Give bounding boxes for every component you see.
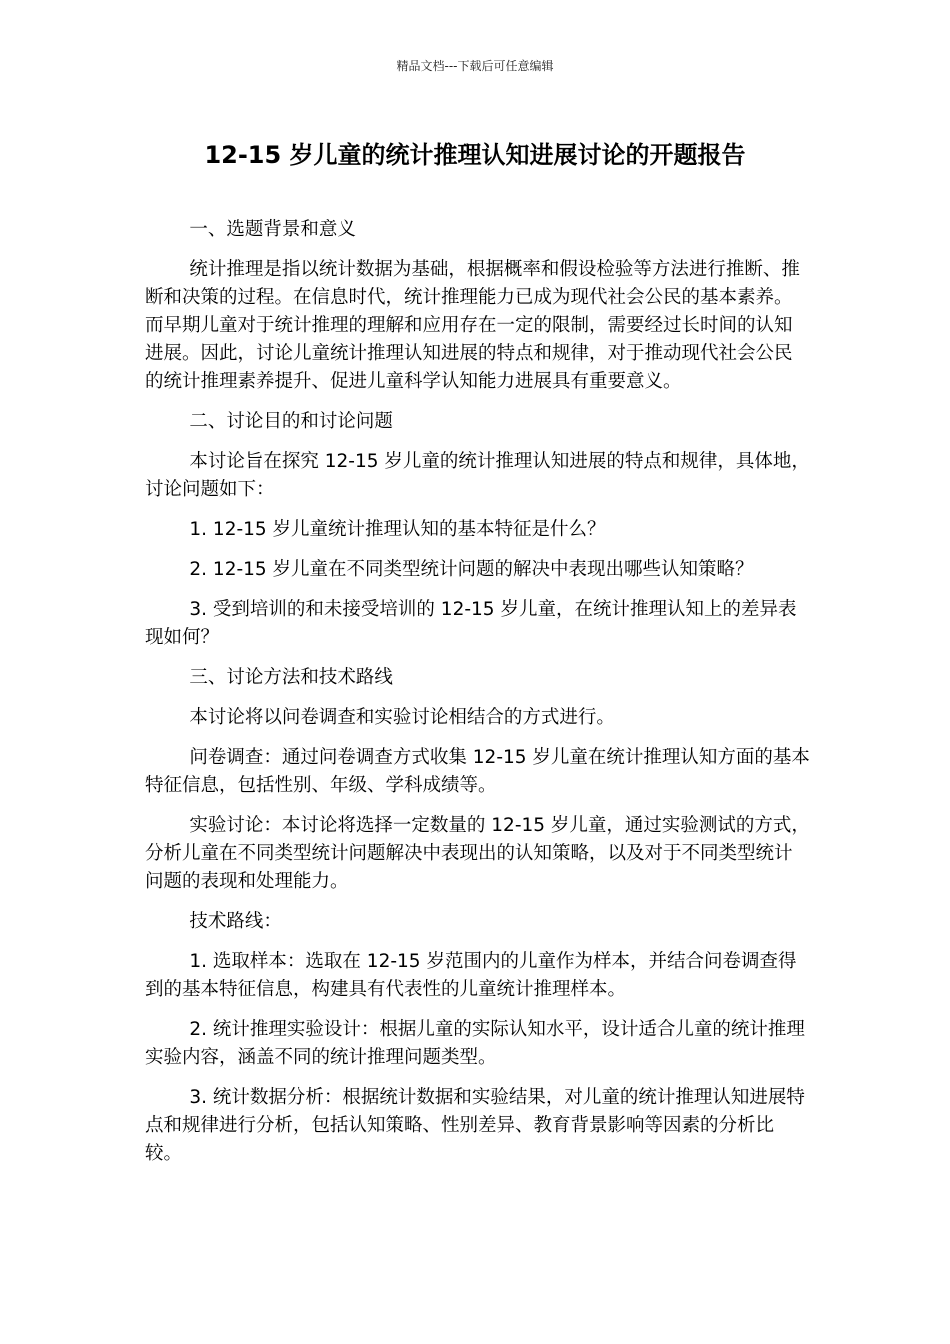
paragraph-experiment: 实验讨论：本讨论将选择一定数量的 12-15 岁儿童，通过实验测试的方式，分析儿童在不同类型统计问题解决中表现出的认知策略，以及对于不同类型统计问题的表现和处理能力。 <box>145 815 810 892</box>
document-title: 12-15 岁儿童的统计推理认知进展讨论的开题报告 <box>204 141 746 169</box>
section-heading-methods: 三、讨论方法和技术路线 <box>189 667 393 688</box>
section-heading-purpose: 二、讨论目的和讨论问题 <box>189 411 393 432</box>
question-item-3: 3. 受到培训的和未接受培训的 12-15 岁儿童，在统计推理认知上的差异表现如何？ <box>145 599 797 648</box>
paragraph-survey: 问卷调查：通过问卷调查方式收集 12-15 岁儿童在统计推理认知方面的基本特征信息，包括性别、年级、学科成绩等。 <box>145 747 810 796</box>
route-item-2: 2. 统计推理实验设计：根据儿童的实际认知水平，设计适合儿童的统计推理实验内容，涵盖不同的统计推理问题类型。 <box>145 1019 805 1068</box>
document-body <box>145 216 810 1180</box>
question-item-1: 1. 12-15 岁儿童统计推理认知的基本特征是什么？ <box>189 519 606 540</box>
paragraph-background: 统计推理是指以统计数据为基础，根据概率和假设检验等方法进行推断、推断和决策的过程。在信息时代，统计推理能力已成为现代社会公民的基本素养。而早期儿童对于统计推理的理解和应用存在一定的限制，需要经过长时间的认知进展。因此，讨论儿童统计推理认知进展的特点和规律，对于推动现代社会公民的统计推理素养提升、促进儿童科学认知能力进展具有重要意义。 <box>145 259 800 392</box>
question-item-2: 2. 12-15 岁儿童在不同类型统计问题的解决中表现出哪些认知策略？ <box>189 559 754 580</box>
technical-route-heading: 技术路线： <box>189 911 282 932</box>
paragraph-methods-intro: 本讨论将以问卷调查和实验讨论相结合的方式进行。 <box>189 707 615 728</box>
section-heading-background: 一、选题背景和意义 <box>189 219 356 240</box>
page-header: 精品文档---下载后可任意编辑 <box>396 59 554 73</box>
paragraph-purpose: 本讨论旨在探究 12-15 岁儿童的统计推理认知进展的特点和规律，具体地，讨论问题如下： <box>145 451 810 500</box>
route-item-3: 3. 统计数据分析：根据统计数据和实验结果，对儿童的统计推理认知进展特点和规律进行分析，包括认知策略、性别差异、教育背景影响等因素的分析比较。 <box>145 1087 805 1164</box>
route-item-1: 1. 选取样本：选取在 12-15 岁范围内的儿童作为样本，并结合问卷调查得到的基本特征信息，构建具有代表性的儿童统计推理样本。 <box>145 951 797 1000</box>
